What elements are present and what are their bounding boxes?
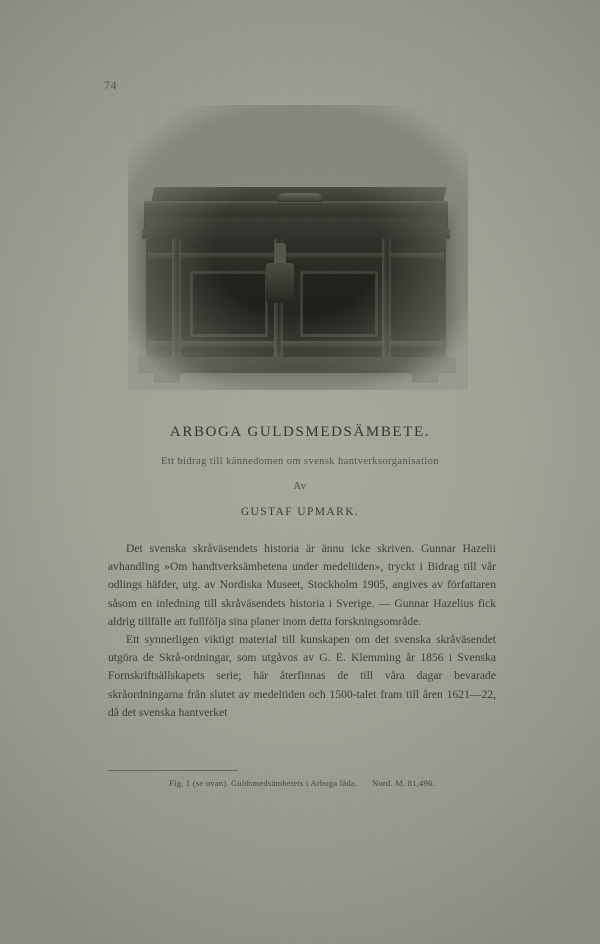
author-name: GUSTAF UPMARK. <box>240 506 360 518</box>
photo-vignette <box>128 105 468 390</box>
paragraph-2: Ett synnerligen viktigt material till kunskapen om det svenska skråväsendet utgöra de Skrå-ordningar, som utgåvos av G. E. Klemming år 1856 i Svenska Fornskriftsällskapets serie; här återfinnas de till våra dagar bevarade skråordningarna från slutet av medeltiden och 1500-talet fram till åren 1621—22, då det svenska hantverket <box>108 633 496 719</box>
page-number: 74 <box>104 78 117 92</box>
figure-caption-text: Fig. 1 (se ovan). Guldsmedsämbetets i Arboga låda. <box>169 778 358 788</box>
byline-label: Av <box>293 481 307 492</box>
body-text <box>108 540 496 722</box>
figure-caption <box>108 778 496 788</box>
figure-caption-inventory: Nord. M. 81,496. <box>371 778 435 788</box>
article-subtitle: Ett bidrag till kännedomen om svensk hantverksorganisation <box>161 456 439 467</box>
figure-guild-chest <box>128 105 468 390</box>
article-title: ARBOGA GULDSMEDSÄMBETE. <box>169 424 431 440</box>
paragraph-1: Det svenska skråväsendets historia är ännu icke skriven. Gunnar Hazelii avhandling »Om handtverksämbetena under medeltiden», tryckt i Bidrag till vår odlings häfder, utg. av Nordiska Museet, Stockholm 1905, angives av författaren såsom en inledning till skråväsendets historia i Sverige. — Gunnar Hazelius fick aldrig tillfälle att fullfölja sina planer inom detta forskningsområde. <box>108 542 496 628</box>
footnote-rule <box>108 770 238 771</box>
chest-photo <box>128 105 468 390</box>
